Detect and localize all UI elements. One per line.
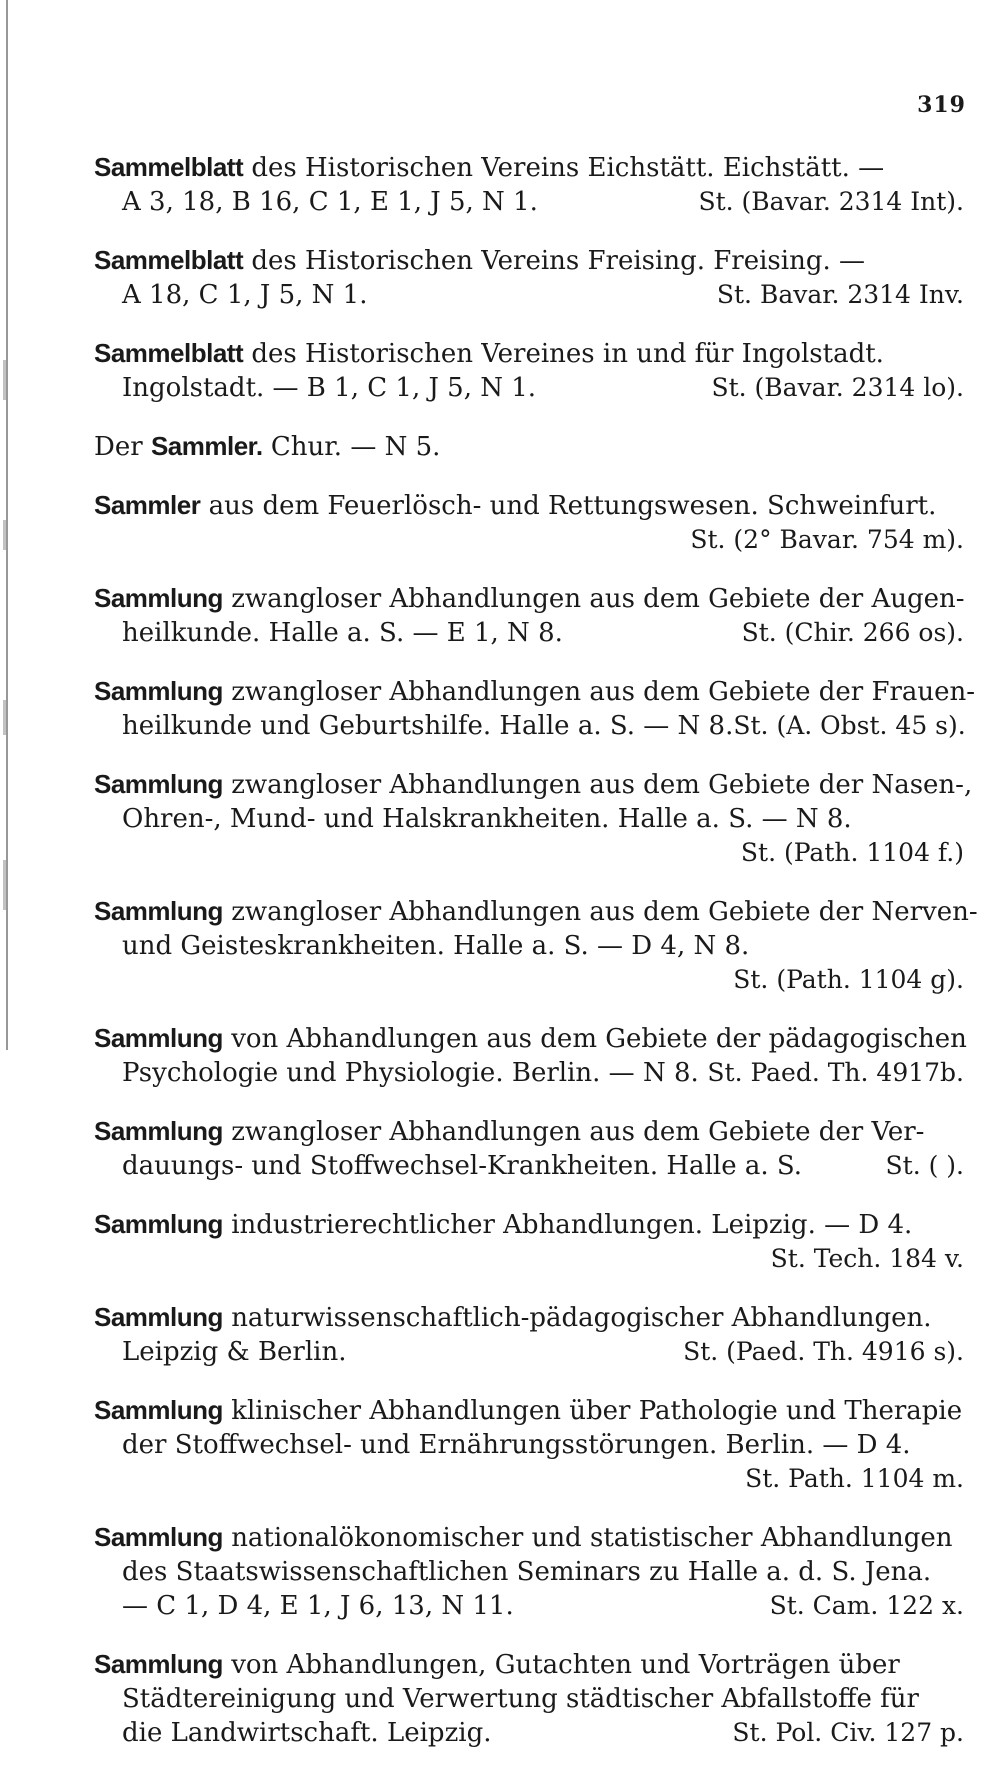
entry-text [94, 1021, 967, 1056]
catalog-entry [94, 1021, 967, 1090]
catalog-entry [94, 429, 964, 464]
entry-text [122, 278, 367, 312]
entry-description: aus dem Feuerlösch- und Rettungswesen. Schweinfurt. [208, 491, 937, 521]
entry-text [94, 894, 978, 929]
catalog-entry [94, 767, 973, 870]
entry-description: des Staatswissenschaftlichen Seminars zu Halle a. d. S. Jena. [122, 1557, 932, 1587]
entry-first-line [94, 1207, 964, 1242]
entry-text [94, 767, 972, 802]
entry-continuation-line [94, 1242, 964, 1276]
entry-text [94, 243, 865, 278]
catalog-entry [94, 1520, 964, 1623]
page-number: 319 [917, 92, 966, 118]
entry-first-line [94, 1300, 964, 1335]
entry-text [122, 1589, 514, 1623]
entry-continuation-line [94, 929, 964, 963]
catalog-entry [94, 1207, 964, 1276]
catalog-entry [94, 1647, 964, 1750]
entry-description: heilkunde. Halle a. S. — E 1, N 8. [122, 618, 563, 648]
entry-continuation-line [94, 1428, 964, 1462]
shelf-mark: St. (Path. 1104 g). [733, 965, 964, 994]
shelf-mark: St. Path. 1104 m. [745, 1464, 964, 1493]
entry-first-line [94, 429, 964, 464]
entry-continuation-line [94, 836, 964, 870]
entry-head-word: Sammlung [94, 583, 223, 613]
entry-continuation-line [94, 1462, 964, 1496]
entry-continuation-line [94, 1056, 964, 1090]
entry-description: zwangloser Abhandlungen aus dem Gebiete der Nasen-, [231, 770, 973, 800]
entry-text [122, 1335, 347, 1369]
entry-text [122, 802, 852, 836]
entry-text [94, 1300, 932, 1335]
entry-first-line [94, 488, 964, 523]
entry-text [122, 1056, 699, 1090]
entry-description: Psychologie und Physiologie. Berlin. — N 8. [122, 1058, 699, 1088]
binding-edge [6, 0, 8, 1050]
entry-text [122, 709, 733, 743]
shelf-mark: St. (Path. 1104 f.) [740, 838, 964, 867]
shelf-mark: St. Cam. 122 x. [769, 1591, 964, 1620]
entry-description: Städtereinigung und Verwertung städtischer Abfallstoffe für [122, 1684, 919, 1714]
catalog-entry [94, 150, 964, 219]
entry-first-line [94, 1114, 964, 1149]
entry-first-line [94, 767, 973, 802]
entry-text [94, 581, 965, 616]
catalog-entry [94, 243, 964, 312]
entry-continuation-line [94, 1149, 964, 1183]
entry-list [94, 150, 978, 1774]
binding-speckle [3, 700, 6, 735]
entry-description: zwangloser Abhandlungen aus dem Gebiete der Nerven- [231, 897, 978, 927]
entry-description: dauungs- und Stoffwechsel-Krankheiten. Halle a. S. [122, 1151, 803, 1181]
entry-continuation-line [94, 371, 964, 405]
shelf-mark: St. (Paed. Th. 4916 s). [683, 1337, 964, 1366]
catalog-entry [94, 336, 964, 405]
entry-continuation-line [94, 1555, 964, 1589]
entry-text [94, 1207, 912, 1242]
entry-text [94, 1520, 953, 1555]
entry-text [122, 1149, 802, 1183]
entry-text [122, 185, 538, 219]
entry-first-line [94, 581, 964, 616]
entry-first-line [94, 243, 964, 278]
entry-description: Leipzig & Berlin. [122, 1337, 347, 1367]
entry-text [122, 1716, 492, 1750]
shelf-mark: St. Paed. Th. 4917b. [707, 1058, 964, 1087]
entry-description: Ingolstadt. — B 1, C 1, J 5, N 1. [122, 373, 537, 403]
entry-head-word: Sammelblatt [94, 245, 244, 275]
entry-description: Ohren-, Mund- und Halskrankheiten. Halle a. S. — N 8. [122, 804, 852, 834]
shelf-mark: St. (A. Obst. 45 s). [733, 711, 966, 740]
entry-head-word: Sammlung [94, 1395, 223, 1425]
catalog-entry [94, 1114, 964, 1183]
entry-head-word: Sammlung [94, 769, 223, 799]
entry-head-word: Sammlung [94, 1649, 223, 1679]
entry-head-word: Sammelblatt [94, 338, 244, 368]
entry-text [122, 1555, 931, 1589]
entry-continuation-line [94, 802, 964, 836]
entry-description: naturwissenschaftlich-pädagogischer Abhandlungen. [231, 1303, 932, 1333]
binding-speckle [3, 860, 6, 910]
entry-continuation-line [94, 1682, 964, 1716]
entry-description: und Geisteskrankheiten. Halle a. S. — D 4, N 8. [122, 931, 750, 961]
entry-text [94, 674, 975, 709]
entry-head-word: Sammlung [94, 896, 223, 926]
entry-description: industrierechtlicher Abhandlungen. Leipzig. — D 4. [231, 1210, 913, 1240]
catalog-entry [94, 894, 978, 997]
binding-speckle [3, 520, 6, 550]
entry-head-word: Sammler. [150, 431, 263, 461]
catalog-entry [94, 1300, 964, 1369]
entry-head-word: Sammlung [94, 1023, 223, 1053]
shelf-mark: St. Tech. 184 v. [770, 1244, 964, 1273]
entry-description: zwangloser Abhandlungen aus dem Gebiete der Augen- [231, 584, 965, 614]
entry-text [122, 929, 749, 963]
catalog-entry [94, 581, 964, 650]
entry-head-word: Sammlung [94, 1116, 223, 1146]
entry-continuation-line [94, 1335, 964, 1369]
entry-description: von Abhandlungen, Gutachten und Vorträgen über [231, 1650, 900, 1680]
entry-description: von Abhandlungen aus dem Gebiete der pädagogischen [231, 1024, 967, 1054]
entry-description: — C 1, D 4, E 1, J 6, 13, N 11. [122, 1591, 514, 1621]
entry-description: klinischer Abhandlungen über Pathologie und Therapie [231, 1396, 963, 1426]
entry-head-word: Sammlung [94, 1209, 223, 1239]
entry-text [94, 429, 440, 464]
entry-description: des Historischen Vereins Freising. Freising. — [251, 246, 865, 276]
entry-continuation-line [94, 1716, 964, 1750]
entry-text [122, 616, 563, 650]
shelf-mark: St. (Chir. 266 os). [741, 618, 964, 647]
entry-text [122, 1682, 919, 1716]
entry-description: A 3, 18, B 16, C 1, E 1, J 5, N 1. [122, 187, 538, 217]
entry-description: der Stoffwechsel- und Ernährungsstörungen. Berlin. — D 4. [122, 1430, 911, 1460]
entry-continuation-line [94, 709, 964, 743]
entry-continuation-line [94, 616, 964, 650]
entry-head-word: Sammlung [94, 1302, 223, 1332]
entry-prefix: Der [94, 432, 143, 462]
entry-description: nationalökonomischer und statistischer Abhandlungen [231, 1523, 953, 1553]
entry-description: des Historischen Vereines in und für Ingolstadt. [251, 339, 884, 369]
entry-head-word: Sammlung [94, 1522, 223, 1552]
entry-continuation-line [94, 963, 964, 997]
entry-text [94, 1393, 962, 1428]
entry-description: zwangloser Abhandlungen aus dem Gebiete der Ver- [231, 1117, 925, 1147]
entry-description: die Landwirtschaft. Leipzig. [122, 1718, 492, 1748]
entry-text [122, 1428, 911, 1462]
entry-first-line [94, 1021, 967, 1056]
entry-text [94, 1114, 924, 1149]
shelf-mark: St. ( ). [885, 1151, 964, 1180]
entry-continuation-line [94, 185, 964, 219]
entry-first-line [94, 674, 976, 709]
catalog-entry [94, 674, 976, 743]
shelf-mark: St. Bavar. 2314 Inv. [716, 280, 964, 309]
entry-description: des Historischen Vereins Eichstätt. Eichstätt. — [251, 153, 885, 183]
entry-continuation-line [94, 1589, 964, 1623]
entry-text [94, 1647, 900, 1682]
entry-description: Chur. — N 5. [270, 432, 441, 462]
entry-description: A 18, C 1, J 5, N 1. [122, 280, 368, 310]
entry-text [94, 336, 884, 371]
entry-first-line [94, 336, 964, 371]
shelf-mark: St. (Bavar. 2314 lo). [711, 373, 964, 402]
shelf-mark: St. (Bavar. 2314 Int). [698, 187, 964, 216]
catalog-entry [94, 1393, 964, 1496]
entry-first-line [94, 150, 964, 185]
entry-text [94, 488, 936, 523]
entry-first-line [94, 1393, 964, 1428]
entry-text [122, 371, 536, 405]
entry-first-line [94, 894, 978, 929]
entry-first-line [94, 1647, 964, 1682]
entry-description: heilkunde und Geburtshilfe. Halle a. S. — N 8. [122, 711, 734, 741]
entry-first-line [94, 1520, 964, 1555]
entry-text [94, 150, 884, 185]
entry-continuation-line [94, 278, 964, 312]
entry-head-word: Sammelblatt [94, 152, 244, 182]
binding-speckle [3, 360, 6, 400]
shelf-mark: St. (2° Bavar. 754 m). [690, 525, 964, 554]
catalog-entry [94, 488, 964, 557]
entry-head-word: Sammler [94, 490, 201, 520]
shelf-mark: St. Pol. Civ. 127 p. [732, 1718, 964, 1747]
entry-head-word: Sammlung [94, 676, 223, 706]
entry-continuation-line [94, 523, 964, 557]
entry-description: zwangloser Abhandlungen aus dem Gebiete der Frauen- [231, 677, 976, 707]
